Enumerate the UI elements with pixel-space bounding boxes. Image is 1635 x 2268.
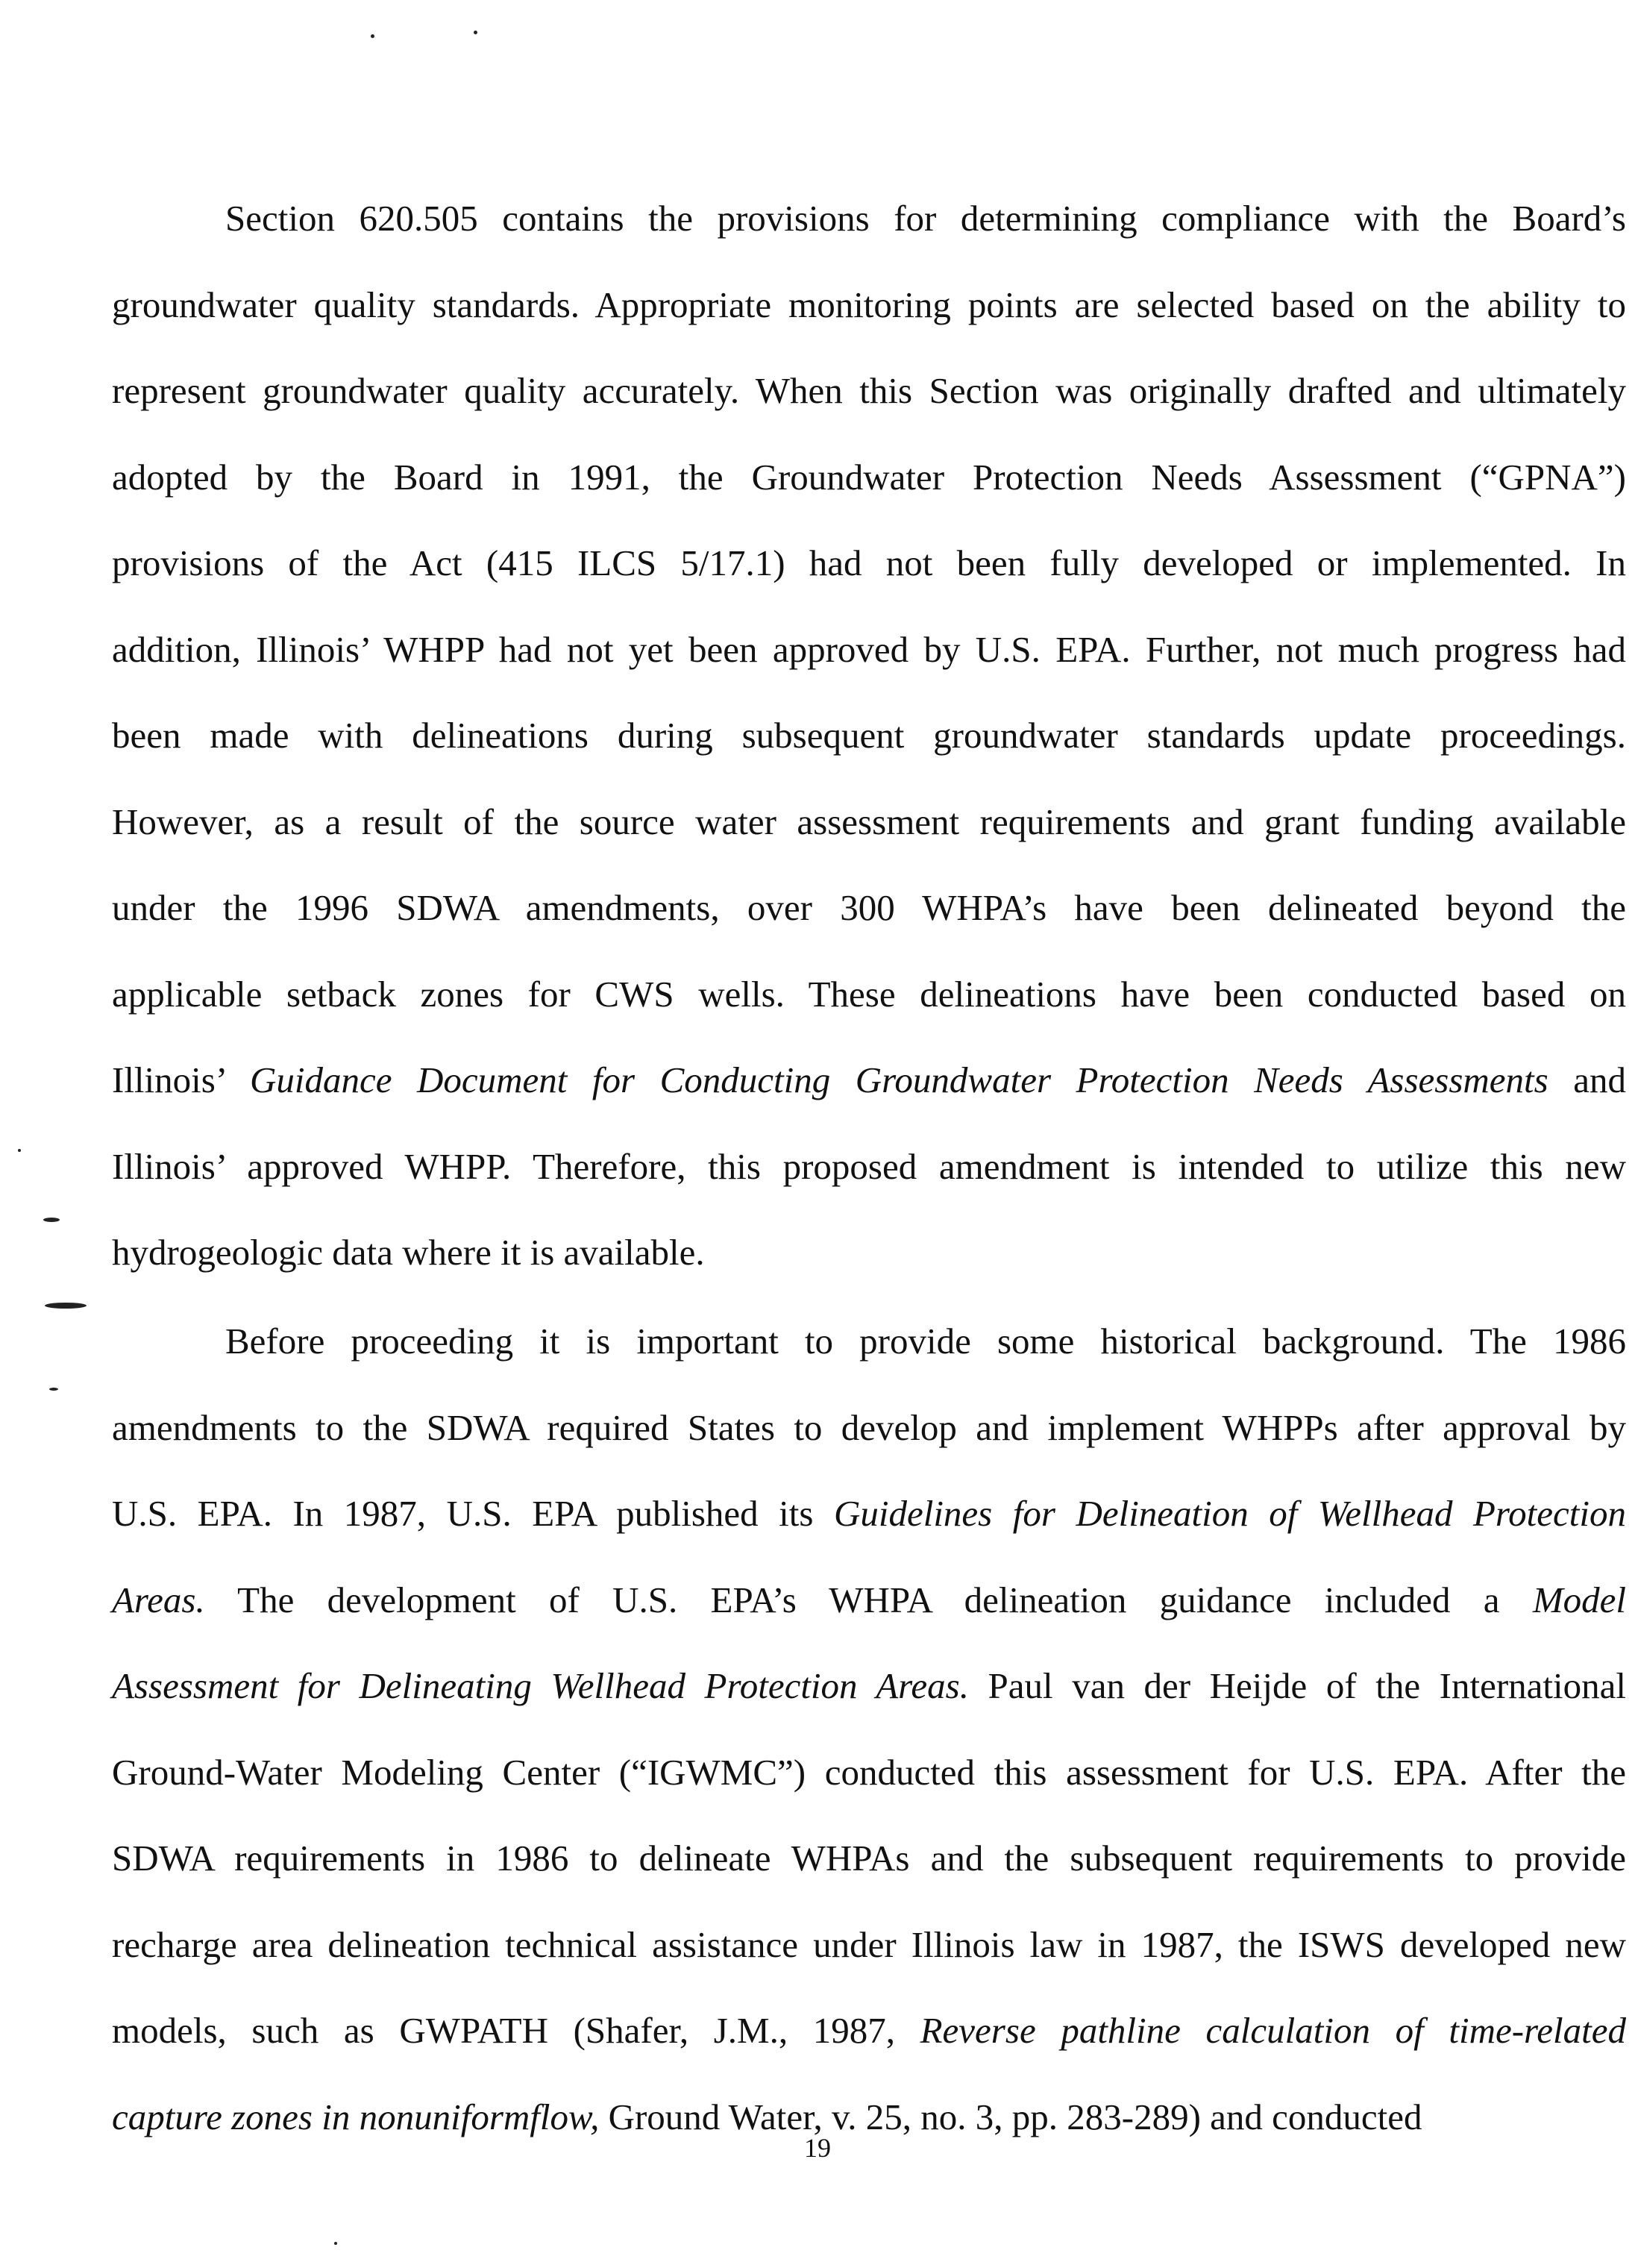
- text-run: Before proceeding it is important to provide some historical background. The 1986: [225, 1321, 1626, 1362]
- scan-speck: [18, 1149, 21, 1152]
- text-run: applicable setback zones for CWS wells. These delineations have been conducted based on: [112, 973, 1626, 1015]
- text-line: [112, 1124, 1626, 1210]
- text-run: been made with delineations during subsequent groundwater standards update proceedings.: [112, 715, 1626, 756]
- text-run: Illinois’: [112, 1059, 251, 1100]
- paragraph-2: [112, 1298, 1626, 2160]
- text-line: [112, 865, 1626, 951]
- text-line: [112, 520, 1626, 607]
- text-line: [112, 607, 1626, 693]
- paragraph-1: [112, 175, 1626, 1296]
- scan-speck: [334, 2242, 337, 2245]
- text-line: [112, 434, 1626, 521]
- text-run: provisions of the Act (415 ILCS 5/17.1) had not been fully developed or implemented. In: [112, 542, 1626, 583]
- text-line: [112, 1815, 1626, 1902]
- text-run: groundwater quality standards. Appropriate monitoring points are selected based on the ability to: [112, 284, 1626, 325]
- text-line: [112, 1298, 1626, 1385]
- text-run: addition, Illinois’ WHPP had not yet been approved by U.S. EPA. Further, not much progress had: [112, 628, 1626, 670]
- text-line: [112, 1470, 1626, 1557]
- text-line: [112, 1987, 1626, 2074]
- scan-speck: [474, 31, 477, 34]
- text-run: models, such as GWPATH (Shafer, J.M., 1987,: [112, 2010, 920, 2051]
- italic-text: Reverse pathline calculation of time-related: [920, 2010, 1627, 2051]
- text-run: Ground-Water Modeling Center (“IGWMC”) conducted this assessment for U.S. EPA. After the: [112, 1751, 1626, 1793]
- text-line: [112, 1037, 1626, 1124]
- text-line: [112, 951, 1626, 1038]
- text-line: [112, 1385, 1626, 1471]
- text-run: amendments to the SDWA required States to develop and implement WHPPs after approval by: [112, 1406, 1626, 1448]
- text-line: [112, 1557, 1626, 1644]
- text-line: [112, 779, 1626, 865]
- text-run: under the 1996 SDWA amendments, over 300 WHPA’s have been delineated beyond the: [112, 887, 1626, 928]
- text-run: However, as a result of the source water assessment requirements and grant funding available: [112, 801, 1626, 842]
- text-line: [112, 692, 1626, 779]
- text-line: [112, 175, 1626, 262]
- italic-text: Model: [1532, 1579, 1626, 1620]
- scan-speck: [49, 1388, 58, 1391]
- page-number: 19: [804, 2133, 831, 2163]
- text-line: [112, 1729, 1626, 1816]
- text-line: [112, 1209, 1626, 1296]
- text-run: hydrogeologic data where it is available.: [112, 1232, 705, 1273]
- italic-text: Guidance Document for Conducting Groundwater Protection Needs Assessments: [250, 1059, 1548, 1100]
- italic-text: Assessment for Delineating Wellhead Protection Areas.: [112, 1665, 969, 1706]
- text-run: U.S. EPA. In 1987, U.S. EPA published its: [112, 1493, 834, 1534]
- italic-text: Guidelines for Delineation of Wellhead Protection: [833, 1493, 1626, 1534]
- text-run: Illinois’ approved WHPP. Therefore, this proposed amendment is intended to utilize this new: [112, 1145, 1626, 1187]
- text-run: and: [1548, 1059, 1626, 1100]
- text-run: The development of U.S. EPA’s WHPA delineation guidance included a: [204, 1579, 1533, 1620]
- text-line: [112, 262, 1626, 348]
- text-run: Section 620.505 contains the provisions for determining compliance with the Board’s: [225, 198, 1626, 239]
- text-run: recharge area delineation technical assistance under Illinois law in 1987, the ISWS developed new: [112, 1923, 1626, 1965]
- text-run: Paul van der Heijde of the International: [968, 1665, 1626, 1706]
- scan-speck: [371, 34, 374, 38]
- text-run: adopted by the Board in 1991, the Groundwater Protection Needs Assessment (“GPNA”): [112, 456, 1626, 498]
- italic-text: Areas.: [112, 1579, 205, 1620]
- text-run: represent groundwater quality accurately. When this Section was originally drafted and ultimately: [112, 370, 1626, 411]
- italic-text: capture zones in nonuniformflow,: [112, 2096, 600, 2137]
- text-run: SDWA requirements in 1986 to delineate WHPAs and the subsequent requirements to provide: [112, 1838, 1626, 1879]
- text-line: [112, 1902, 1626, 1988]
- text-line: [112, 1643, 1626, 1729]
- scan-speck: [45, 1303, 87, 1309]
- text-line: [112, 348, 1626, 434]
- scan-speck: [43, 1218, 60, 1222]
- text-run: Ground Water, v. 25, no. 3, pp. 283-289) and conducted: [599, 2096, 1422, 2137]
